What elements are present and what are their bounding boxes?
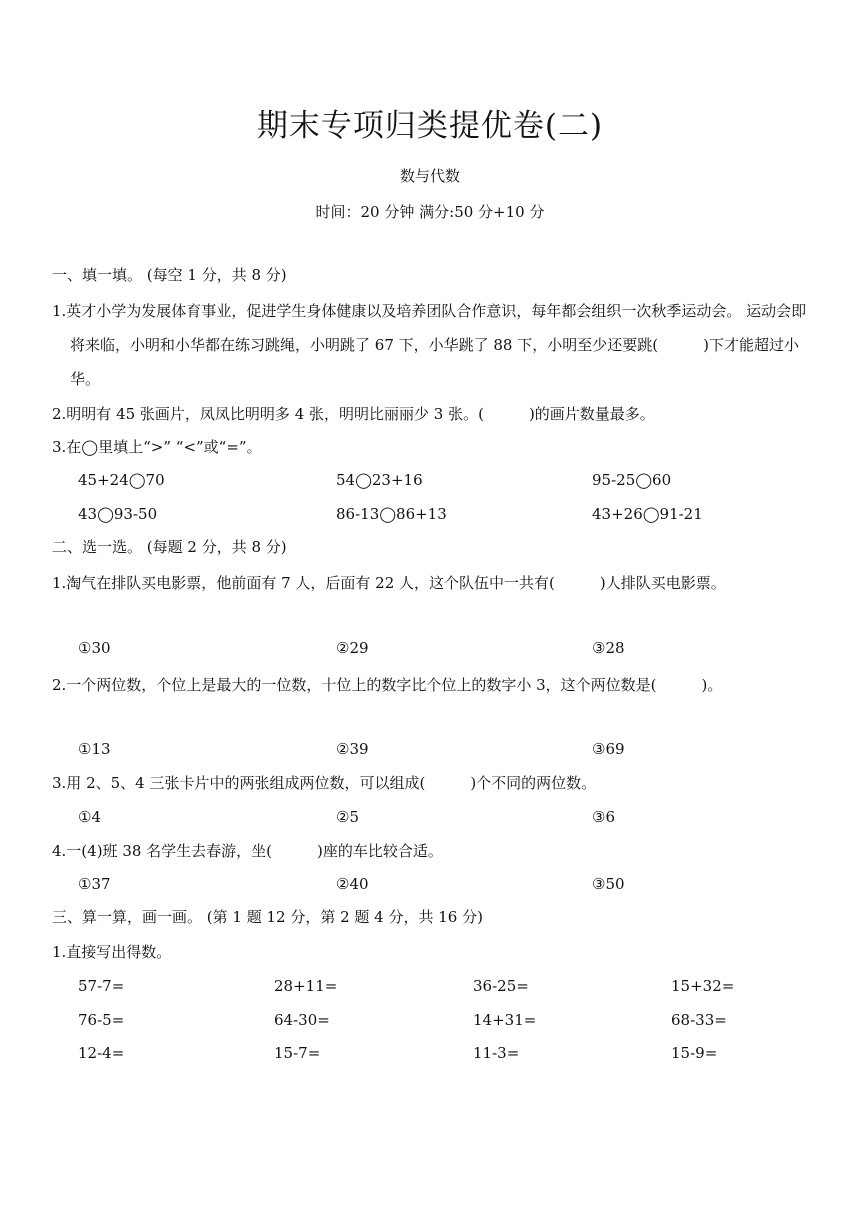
section1-question-3: 3.在◯里填上“>” “<”或“=”。 (52, 438, 262, 456)
compare-item: 86-13◯86+13 (336, 505, 447, 523)
calc-item: 36-25= (473, 977, 529, 995)
option-item: ②39 (336, 740, 369, 758)
section3-question-1: 1.直接写出得数。 (52, 943, 172, 961)
compare-item: 43+26◯91-21 (592, 505, 703, 523)
section3-heading: 三、算一算，画一画。 (第 1 题 12 分，第 2 题 4 分，共 16 分) (52, 908, 483, 926)
section2-question-1: 1.淘气在排队买电影票，他前面有 7 人，后面有 22 人，这个队伍中一共有( )人排队买电影票。 (52, 574, 726, 592)
option-item: ①30 (78, 639, 111, 657)
option-item: ①37 (78, 875, 111, 893)
calc-item: 28+11= (274, 977, 338, 995)
section2-question-2: 2.一个两位数，个位上是最大的一位数，十位上的数字比个位上的数字小 3，这个两位数是( )。 (52, 676, 723, 694)
option-item: ③6 (592, 808, 615, 826)
calc-row (0, 976, 860, 996)
calc-item: 64-30= (274, 1011, 330, 1029)
page-title: 期末专项归类提优卷(二) (256, 108, 604, 144)
compare-item: 43◯93-50 (78, 505, 158, 523)
option-row (0, 807, 860, 827)
option-item: ②5 (336, 808, 359, 826)
option-item: ②40 (336, 875, 369, 893)
section2-question-4: 4.一(4)班 38 名学生去春游，坐( )座的车比较合适。 (52, 842, 443, 860)
option-item: ③50 (592, 875, 625, 893)
calc-item: 14+31= (473, 1011, 537, 1029)
section2-heading: 二、选一选。 (每题 2 分，共 8 分) (52, 538, 287, 556)
option-item: ③69 (592, 740, 625, 758)
compare-row (0, 470, 860, 490)
option-row (0, 874, 860, 894)
section1-question-2: 2.明明有 45 张画片，凤凤比明明多 4 张，明明比丽丽少 3 张。( )的画片数量最多。 (52, 405, 655, 423)
calc-item: 11-3= (473, 1044, 520, 1062)
calc-item: 76-5= (78, 1011, 125, 1029)
compare-item: 95-25◯60 (592, 471, 672, 489)
option-item: ①4 (78, 808, 101, 826)
calc-item: 57-7= (78, 977, 125, 995)
compare-row (0, 504, 860, 524)
compare-item: 45+24◯70 (78, 471, 165, 489)
compare-item: 54◯23+16 (336, 471, 423, 489)
calc-item: 68-33= (671, 1011, 727, 1029)
section1-question-1: 1.英才小学为发展体育事业，促进学生身体健康以及培养团队合作意识，每年都会组织一次秋季运动会。 运动会即将来临，小明和小华都在练习跳绳，小明跳了 67 下，小华跳了 88 下，小明至少还要跳( )下才能超过小华。 (52, 302, 807, 388)
option-item: ①13 (78, 740, 111, 758)
option-item: ③28 (592, 639, 625, 657)
calc-row (0, 1010, 860, 1030)
option-row (0, 638, 860, 658)
option-item: ②29 (336, 639, 369, 657)
section2-question-3: 3.用 2、5、4 三张卡片中的两张组成两位数，可以组成( )个不同的两位数。 (52, 774, 597, 792)
calc-item: 15-9= (671, 1044, 718, 1062)
calc-row (0, 1043, 860, 1063)
calc-item: 15+32= (671, 977, 735, 995)
exam-meta: 时间：20 分钟 满分:50 分+10 分 (315, 203, 545, 221)
section1-heading: 一、填一填。 (每空 1 分，共 8 分) (52, 266, 287, 284)
page-subtitle: 数与代数 (399, 167, 460, 185)
option-row (0, 739, 860, 759)
calc-item: 12-4= (78, 1044, 125, 1062)
calc-item: 15-7= (274, 1044, 321, 1062)
